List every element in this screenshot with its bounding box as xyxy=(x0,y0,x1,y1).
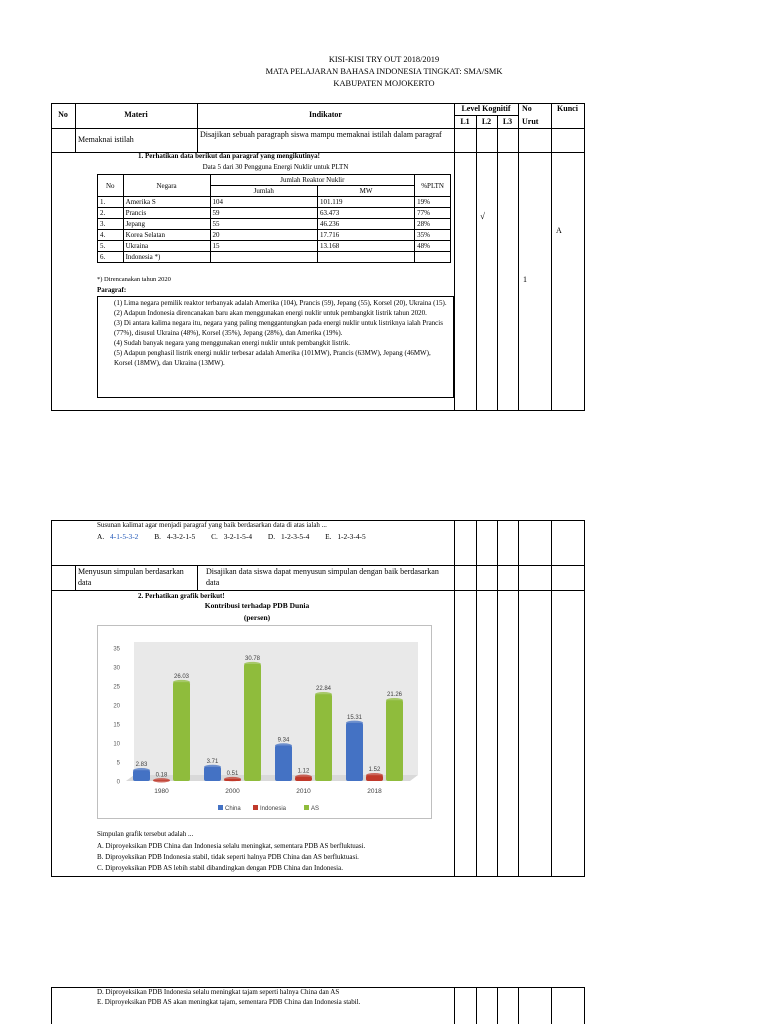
col-nourut-header-1: No xyxy=(522,104,532,113)
bar-as-2000 xyxy=(244,664,261,781)
choice-a-text[interactable]: 4-1-5-3-2 xyxy=(110,532,139,541)
cell-pltn: 48% xyxy=(415,241,451,252)
no-urut-1: 1 xyxy=(523,275,527,284)
x-tick-label: 2000 xyxy=(225,788,240,795)
x-tick-label: 2010 xyxy=(296,788,311,795)
data-label: 30.78 xyxy=(244,656,261,663)
question-2-title: 2. Perhatikan grafik berikut! xyxy=(138,592,225,600)
cell-negara: Ukraina xyxy=(123,241,210,252)
x-tick-label: 2018 xyxy=(367,788,382,795)
choice-c-label: C. xyxy=(211,532,218,541)
y-tick-label: 10 xyxy=(113,741,120,748)
cell-jumlah: 55 xyxy=(210,219,317,230)
data-label: 26.03 xyxy=(173,674,190,681)
bar-top-as-2000 xyxy=(244,662,261,666)
cell-no: 5. xyxy=(98,241,124,252)
choice-d-label: D. xyxy=(267,532,276,541)
gdp-chart xyxy=(97,625,432,819)
question-1-title: 1. Perhatikan data berikut dan paragraf yang mengikutinya! xyxy=(138,152,321,160)
cell-negara: Indonesia *) xyxy=(123,252,210,263)
data-label: 1.12 xyxy=(297,768,310,775)
bar-top-china-2000 xyxy=(204,765,221,769)
table-row xyxy=(98,241,451,252)
table-row xyxy=(98,230,451,241)
bar-china-2018 xyxy=(346,723,363,781)
data-label: 3.71 xyxy=(206,758,219,765)
data-table-title: Data 5 dari 30 Pengguna Energi Nuklir untuk PLTN xyxy=(202,163,349,171)
bar-top-indonesia-1980 xyxy=(153,778,170,782)
data-label: 15.31 xyxy=(346,714,363,721)
table-row xyxy=(98,197,451,208)
data-label: 21.26 xyxy=(386,692,403,699)
question-2-choice-a: A. Diproyeksikan PDB China dan Indonesia selalu meningkat, sementara PDB AS berfluktuasi. xyxy=(97,842,366,850)
th-negara: Negara xyxy=(123,175,210,197)
bar-top-as-2018 xyxy=(386,698,403,702)
th-pltn: %PLTN xyxy=(415,175,451,197)
cell-mw: 13.168 xyxy=(317,241,414,252)
col-l2-header: L2 xyxy=(481,117,492,126)
cell-jumlah xyxy=(210,252,317,263)
y-tick-label: 20 xyxy=(113,703,120,710)
y-tick-label: 25 xyxy=(113,684,120,691)
col-l3-header: L3 xyxy=(502,117,513,126)
question-2-stem: Simpulan grafik tersebut adalah ... xyxy=(97,830,194,838)
legend-label: AS xyxy=(311,806,320,812)
legend-swatch-china xyxy=(218,805,223,810)
gdp-chart-svg xyxy=(98,626,431,818)
row2-indikator: Disajikan data siswa dapat menyusun simpulan dengan baik berdasarkan data xyxy=(206,567,439,587)
sentence-5: (5) Adapun penghasil listrik energi nuklir terbesar adalah Amerika (101MW), Prancis (63MW), Jepang (46MW), Korsel (18MW), dan Ukraina (13MW). xyxy=(114,349,431,367)
cell-no: 2. xyxy=(98,208,124,219)
bar-as-1980 xyxy=(173,682,190,781)
y-tick-label: 30 xyxy=(113,665,120,672)
doc-title-1: KISI-KISI TRY OUT 2018/2019 xyxy=(328,55,440,64)
cell-negara: Amerika S xyxy=(123,197,210,208)
question-2-choice-e: E. Diproyeksikan PDB AS akan meningkat tajam, sementara PDB China dan Indonesia stabil. xyxy=(97,998,361,1006)
col-l1-header: L1 xyxy=(460,117,470,126)
table-footnote: *) Direncanakan tahun 2020 xyxy=(97,276,171,283)
sentence-1: (1) Lima negara pemilik reaktor terbanyak adalah Amerika (104), Prancis (59), Jepang (55), Korsel (20), Ukraina (15). xyxy=(114,299,447,307)
y-tick-label: 5 xyxy=(116,760,120,767)
row1-indikator: Disajikan sebuah paragraph siswa mampu memaknai istilah dalam paragraf xyxy=(200,130,442,139)
col-level-header: Level Kognitif xyxy=(461,104,511,113)
row1-materi: Memaknai istilah xyxy=(78,135,134,144)
col-nourut-header-2: Urut xyxy=(522,117,539,126)
paragraf-box xyxy=(97,296,454,398)
cell-pltn: 35% xyxy=(415,230,451,241)
cell-mw: 46.236 xyxy=(317,219,414,230)
legend-label: Indonesia xyxy=(260,806,287,812)
sentence-4: (4) Sudah banyak negara yang menggunakan energi nuklir untuk pembangkit listrik. xyxy=(114,339,351,347)
choice-a-label: A. xyxy=(97,532,105,541)
cell-jumlah: 15 xyxy=(210,241,317,252)
bar-top-china-2018 xyxy=(346,721,363,725)
cell-negara: Korea Selatan xyxy=(123,230,210,241)
bar-as-2010 xyxy=(315,694,332,781)
paragraf-label: Paragraf: xyxy=(97,286,127,294)
cell-mw xyxy=(317,252,414,263)
chart-title: Kontribusi terhadap PDB Dunia xyxy=(204,601,310,610)
choice-d-text: 1-2-3-5-4 xyxy=(280,532,310,541)
col-indikator-header: Indikator xyxy=(309,110,342,119)
check-mark-l2: √ xyxy=(480,211,485,221)
data-label: 0.18 xyxy=(155,772,168,779)
question-1-stem: Susunan kalimat agar menjadi paragraf yang baik berdasarkan data di atas ialah ... xyxy=(97,521,327,529)
y-tick-label: 0 xyxy=(116,779,120,786)
data-label: 1.52 xyxy=(368,767,381,774)
cell-jumlah: 59 xyxy=(210,208,317,219)
data-label: 22.84 xyxy=(315,686,332,693)
nuclear-data-table xyxy=(97,174,451,263)
row2-materi: Menyusun simpulan berdasarkan data xyxy=(78,567,184,587)
cell-jumlah: 20 xyxy=(210,230,317,241)
th-mw: MW xyxy=(317,186,414,197)
cell-mw: 63.473 xyxy=(317,208,414,219)
bar-china-2010 xyxy=(275,746,292,781)
cell-mw: 17.716 xyxy=(317,230,414,241)
cell-pltn: 77% xyxy=(415,208,451,219)
bar-top-as-2010 xyxy=(315,692,332,696)
cell-negara: Jepang xyxy=(123,219,210,230)
y-tick-label: 15 xyxy=(113,722,120,729)
question-2-choice-c: C. Diproyeksikan PDB AS lebih stabil dibandingkan dengan PDB China dan Indonesia. xyxy=(97,864,343,872)
col-materi-header: Materi xyxy=(124,110,148,119)
cell-no: 1. xyxy=(98,197,124,208)
table-row xyxy=(98,219,451,230)
cell-negara: Prancis xyxy=(123,208,210,219)
choice-b-text: 4-3-2-1-5 xyxy=(166,532,196,541)
data-label: 9.34 xyxy=(277,737,290,744)
bar-top-indonesia-2018 xyxy=(366,773,383,777)
bar-top-as-1980 xyxy=(173,680,190,684)
table-row xyxy=(98,252,451,263)
sentence-3: (3) Di antara kalima negara itu, negara yang paling menggantungkan pada energi nuklir untuk listriknya ialah Prancis (77%), disusul Ukraina (48%), Korsel (35%), Jepang (28%), dan Amerika (19%). xyxy=(114,319,443,337)
question-2-choice-d: D. Diproyeksikan PDB Indonesia selalu meningkat tajam seperti halnya China dan AS xyxy=(97,988,340,996)
cell-pltn: 28% xyxy=(415,219,451,230)
cell-mw: 101.119 xyxy=(317,197,414,208)
bar-top-indonesia-2000 xyxy=(224,777,241,781)
cell-no: 3. xyxy=(98,219,124,230)
question-2-choice-b: B. Diproyeksikan PDB Indonesia stabil, tidak seperti halnya PDB China dan AS berfluktuasi. xyxy=(97,853,359,861)
cell-jumlah: 104 xyxy=(210,197,317,208)
choice-e-label: E. xyxy=(325,532,332,541)
data-label: 0.51 xyxy=(226,771,239,778)
cell-pltn xyxy=(415,252,451,263)
bar-as-2018 xyxy=(386,700,403,781)
th-jumlah-reaktor: Jumlah Reaktor Nuklir xyxy=(210,175,415,186)
legend-swatch-indonesia xyxy=(253,805,258,810)
question-1-choices xyxy=(97,532,366,542)
cell-no: 6. xyxy=(98,252,124,263)
sentence-2: (2) Adapun Indonesia direncanakan baru akan menggunakan energi nuklir untuk pembangkit listrik tahun 2020. xyxy=(114,309,427,317)
col-kunci-header: Kunci xyxy=(557,104,578,113)
choice-e-text: 1-2-3-4-5 xyxy=(337,532,366,541)
choice-c-text: 3-2-1-5-4 xyxy=(223,532,253,541)
legend-label: China xyxy=(225,806,241,812)
doc-title-3: KABUPATEN MOJOKERTO xyxy=(333,79,435,88)
doc-title-2: MATA PELAJARAN BAHASA INDONESIA TINGKAT: SMA/SMK xyxy=(265,67,503,76)
choice-b-label: B. xyxy=(154,532,162,541)
cell-pltn: 19% xyxy=(415,197,451,208)
bar-top-indonesia-2010 xyxy=(295,775,312,779)
bar-top-china-2010 xyxy=(275,743,292,747)
bar-top-china-1980 xyxy=(133,768,150,772)
data-label: 2.83 xyxy=(135,762,148,769)
x-tick-label: 1980 xyxy=(154,788,169,795)
kunci-1: A xyxy=(556,226,562,235)
table-row xyxy=(98,208,451,219)
legend-swatch-as xyxy=(304,805,309,810)
chart-subtitle: (persen) xyxy=(243,613,271,622)
th-no: No xyxy=(98,175,124,197)
y-tick-label: 35 xyxy=(113,646,120,653)
th-jumlah: Jumlah xyxy=(210,186,317,197)
col-no-header: No xyxy=(58,110,68,119)
cell-no: 4. xyxy=(98,230,124,241)
